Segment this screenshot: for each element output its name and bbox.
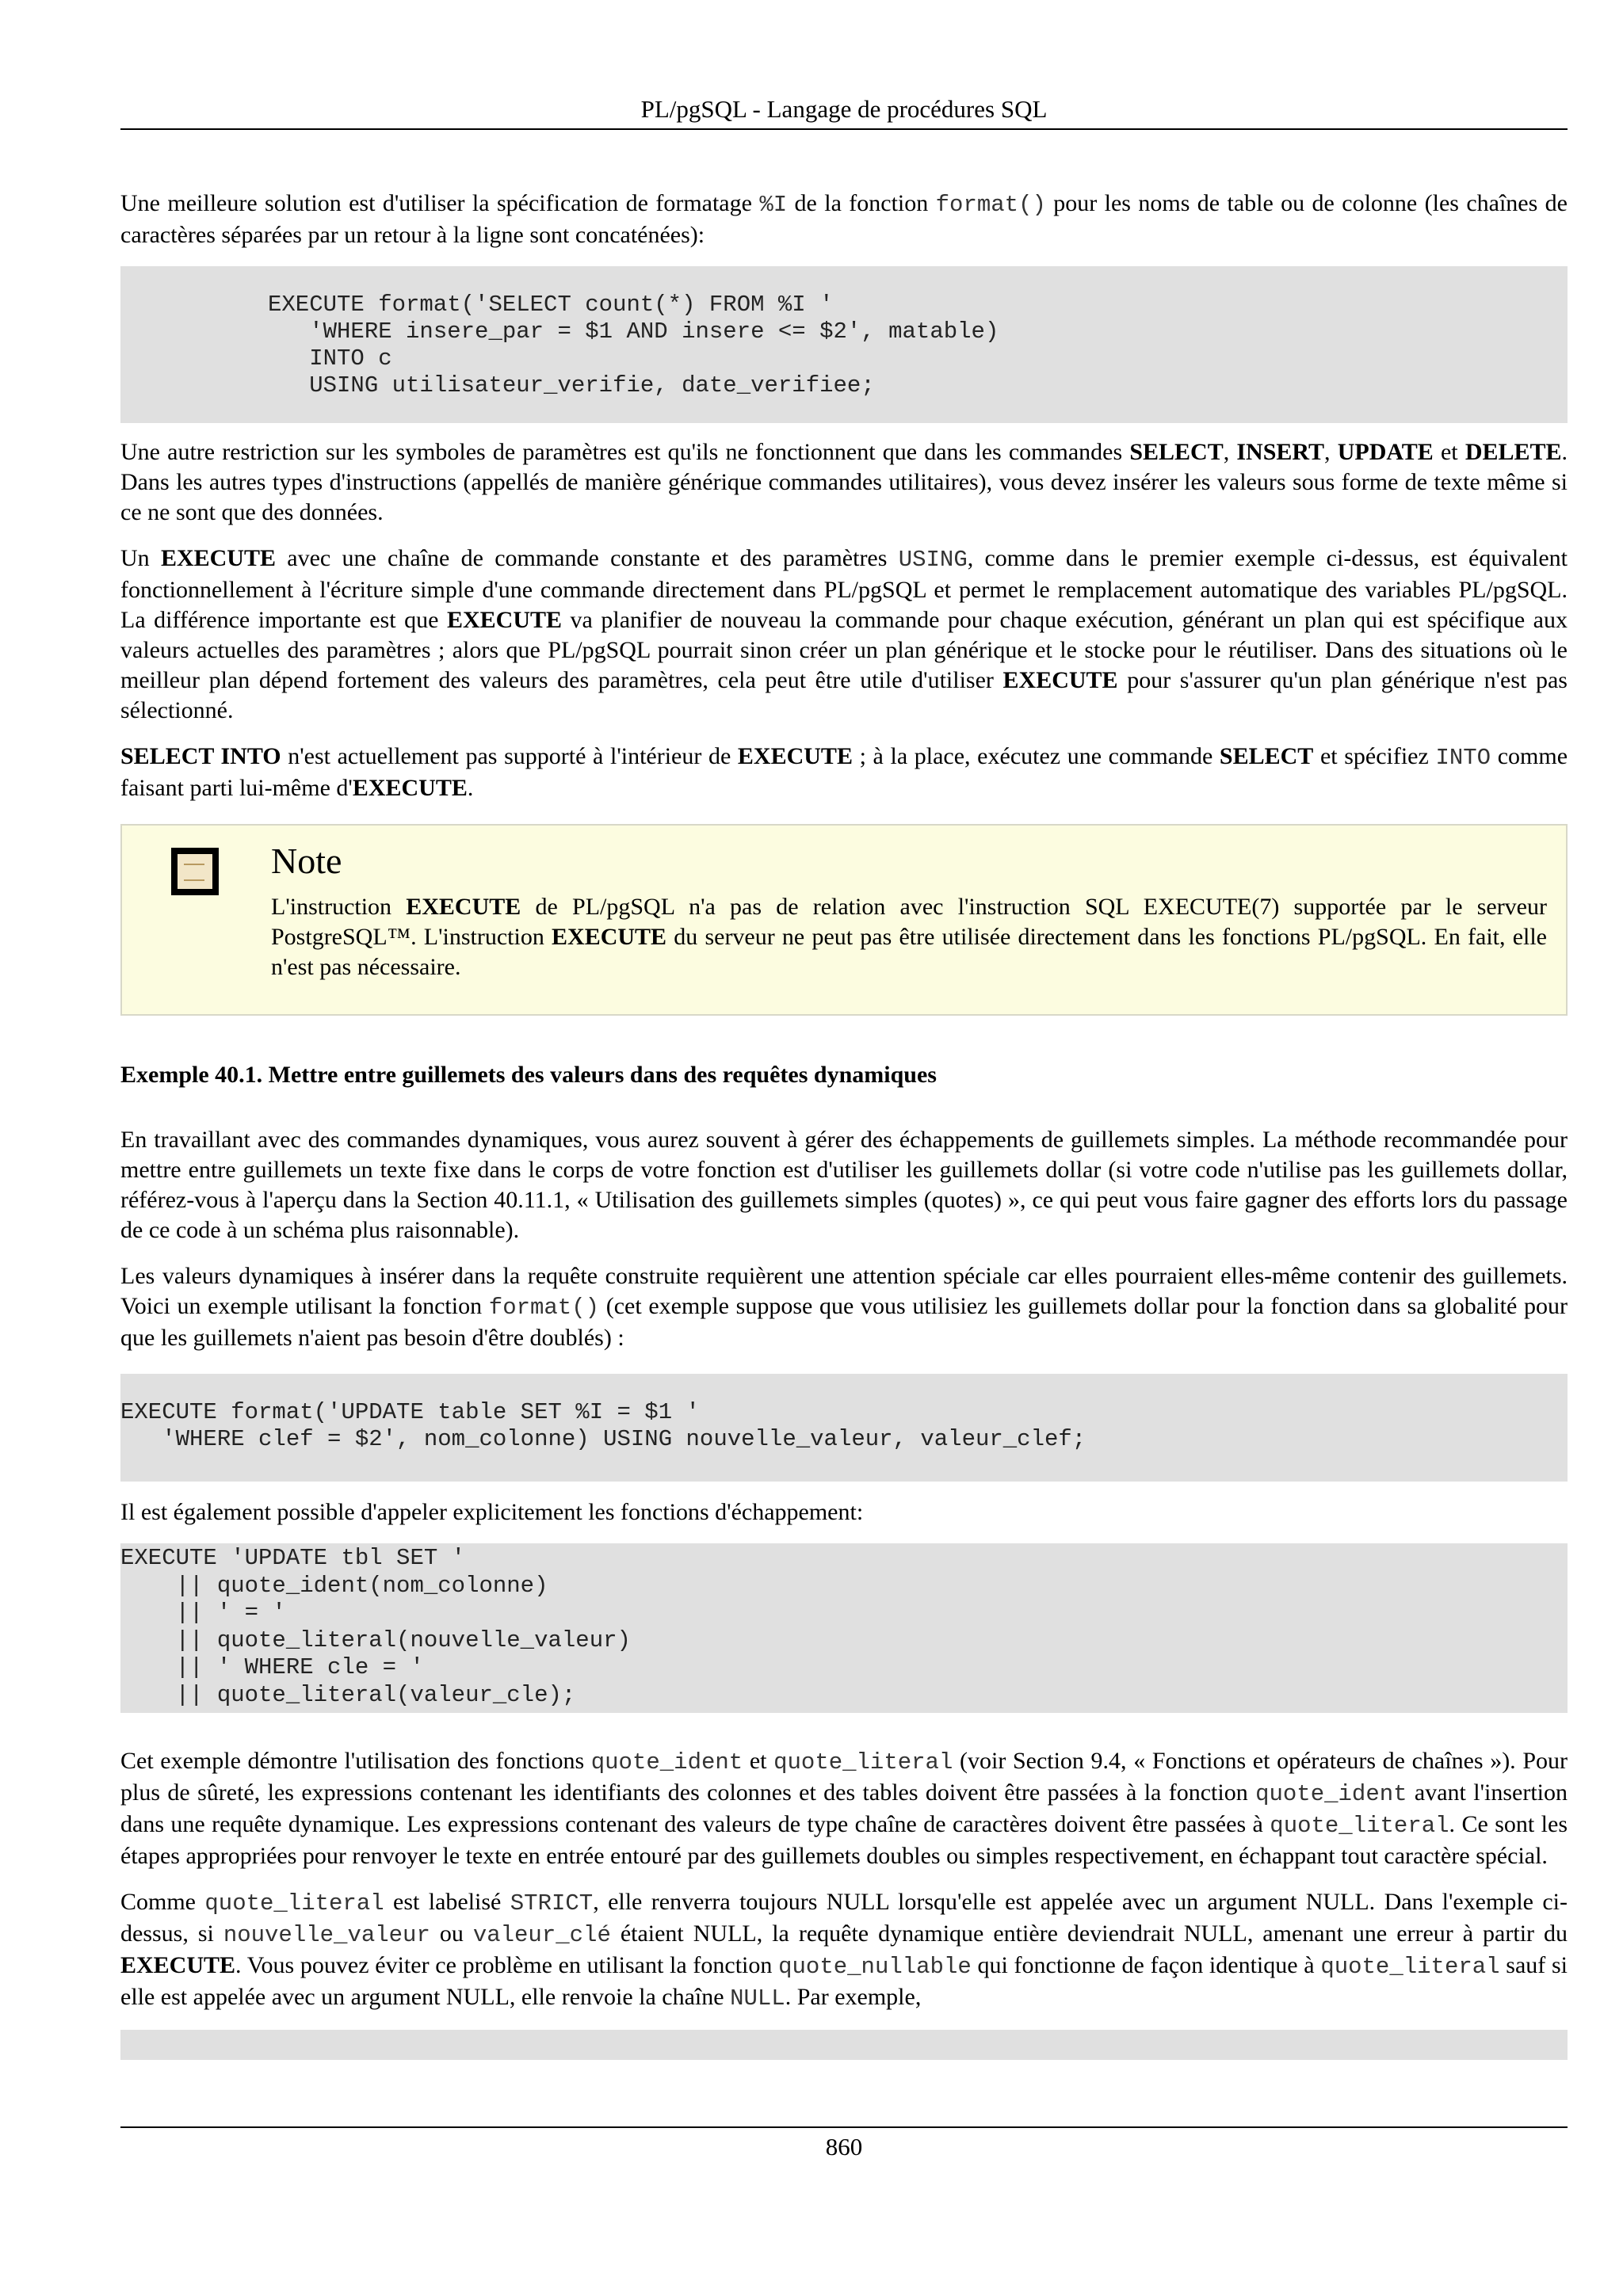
text: avant l'insertion dans une requête dynamique. Les expressions contenant des valeurs de type chaîne de caractères doivent être passées à (120, 1779, 1568, 1837)
paragraph-quote-functions (120, 1746, 1568, 1871)
text: , comme dans le premier exemple ci-dessus, est équivalent fonctionnellement à l'écriture simple d'une commande directement dans PL/pgSQL et permet le remplacement automatique des variables PL/pgSQL. La différence importante est que (120, 545, 1568, 633)
text: , elle renverra toujours NULL lorsqu'elle est appelée avec un argument NULL. Dans l'exemple ci-dessus, si (120, 1888, 1568, 1947)
example-title: Exemple 40.1. Mettre entre guillemets des valeurs dans des requêtes dynamiques (120, 1062, 937, 1088)
paragraph-dollar-quoting: En travaillant avec des commandes dynamiques, vous aurez souvent à gérer des échappements de guillemets simples. La méthode recommandée pour mettre entre guillemets un texte fixe dans le corps de votre fonction est d'utiliser les guillemets dollar (si votre code n'utilise pas les guillemets dollar, référez-vous à l'aperçu dans la Section 40.11.1, « Utilisation des guillemets simples (quotes) », ce qui peut vous faire gagner des efforts lors du passage de ce code à un schéma plus raisonnable). (120, 1127, 1568, 1243)
bold-keyword: EXECUTE (406, 894, 521, 920)
inline-code: valeur_clé (472, 1921, 611, 1948)
code-block-quote-functions: EXECUTE 'UPDATE tbl SET ' || quote_ident(nom_colonne) || ' = ' || quote_literal(nouvelle_valeur) || ' WHERE cle = ' || quote_literal(valeur_cle); (120, 1543, 1568, 1713)
bold-keyword: EXECUTE (1002, 667, 1118, 693)
text: (cet exemple suppose que vous utilisiez les guillemets dollar pour la fonction dans sa globalité pour que les guillemets n'aient pas besoin d'être doublés) : (120, 1293, 1568, 1351)
page-number: 860 (825, 2133, 863, 2161)
code-block-continued (120, 2030, 1568, 2060)
page-content (120, 189, 1568, 2060)
inline-code: quote_literal (773, 1749, 953, 1775)
text: sauf si elle est appelée avec un argument NULL, elle renvoie la chaîne (120, 1951, 1568, 2010)
text: Un (120, 545, 161, 571)
bold-keyword: INSERT (1236, 439, 1325, 465)
text: (voir Section 9.4, « Fonctions et opérateurs de chaînes »). Pour plus de sûreté, les expressions contenant les identifiants des colonnes et des tables doivent être passées à la fonction (120, 1747, 1568, 1806)
text: va planifier de nouveau la commande pour chaque exécution, générant un plan qui est spécifique aux valeurs actuelles des paramètres ; alors que PL/pgSQL pourrait sinon créer un plan générique et le stocke pour le réutiliser. Dans des situations où le meilleur plan dépend fortement des valeurs des paramètres, cela peut être utile d'utiliser (120, 607, 1568, 693)
note-title: Note (271, 841, 342, 881)
bold-keyword: EXECUTE (352, 775, 468, 801)
text: Les valeurs dynamiques à insérer dans la requête construite requièrent une attention spéciale car elles pourraient elles-même contenir des guillemets. Voici un exemple utilisant la fonction (120, 1263, 1568, 1319)
inline-code: STRICT (510, 1890, 594, 1917)
code-block-update-format: EXECUTE format('UPDATE table SET %I = $1 ' 'WHERE clef = $2', nom_colonne) USING nouvelle_valeur, valeur_clef; (120, 1374, 1568, 1482)
bold-keyword: UPDATE (1337, 439, 1434, 465)
text: , (1324, 439, 1338, 465)
text: avec une chaîne de commande constante et des paramètres (275, 545, 899, 571)
inline-code: quote_literal (204, 1890, 384, 1917)
text: . Par exemple, (785, 1983, 922, 2010)
text: pour s'assurer qu'un plan générique n'est pas sélectionné. (120, 667, 1568, 723)
bold-keyword: SELECT (1129, 439, 1224, 465)
inline-code: quote_literal (1270, 1812, 1449, 1839)
bold-keyword: EXECUTE (737, 743, 853, 769)
inline-code: quote_ident (1255, 1780, 1407, 1807)
inline-code: quote_nullable (778, 1953, 972, 1980)
paragraph-select-into (120, 742, 1568, 803)
inline-code: INTO (1435, 745, 1491, 771)
text: du serveur ne peut pas être utilisée directement dans les fonctions PL/pgSQL. En fait, elle n'est pas nécessaire. (271, 924, 1547, 980)
running-header: PL/pgSQL - Langage de procédures SQL (640, 95, 1048, 123)
inline-code: format() (488, 1295, 600, 1321)
header-rule (120, 128, 1568, 130)
bold-keyword: DELETE (1465, 439, 1562, 465)
text: Cet exemple démontre l'utilisation des fonctions (120, 1747, 591, 1774)
paragraph-format-solution (120, 189, 1568, 250)
text: de PL/pgSQL n'a pas de relation avec l'instruction SQL EXECUTE(7) supportée par le serveur PostgreSQL™. L'instruction (271, 894, 1547, 950)
text: ou (430, 1920, 473, 1947)
inline-code: quote_literal (1320, 1953, 1500, 1980)
text: étaient NULL, la requête dynamique entière deviendrait NULL, amenant une erreur à partir du (610, 1920, 1568, 1947)
text: de la fonction (787, 190, 936, 216)
text: est labelisé (384, 1888, 510, 1915)
bold-keyword: SELECT INTO (120, 743, 281, 769)
text: , (1223, 439, 1237, 465)
text: ; à la place, exécutez une commande (852, 743, 1220, 769)
text: Une meilleure solution est d'utiliser la spécification de formatage (120, 190, 760, 216)
text: et (743, 1747, 774, 1774)
paragraph-execute-planning (120, 543, 1568, 726)
inline-code: USING (898, 547, 968, 573)
note-text (271, 892, 1547, 982)
text: n'est actuellement pas supporté à l'intérieur de (281, 743, 738, 769)
inline-code: %I (759, 192, 788, 218)
text: et spécifiez (1313, 743, 1436, 769)
text: . Dans les autres types d'instructions (appellés de manière générique commandes utilitaires), vous devez insérer les valeurs sous forme de texte même si ce ne sont que des données. (120, 439, 1568, 525)
paragraph-explicit-escaping: Il est également possible d'appeler explicitement les fonctions d'échappement: (120, 1499, 864, 1525)
footer-rule (120, 2126, 1568, 2128)
inline-code: format() (935, 192, 1046, 218)
paragraph-quote-nullable (120, 1887, 1568, 2014)
text: pour les noms de table ou de colonne (les chaînes de caractères séparées par un retour à la ligne sont concaténées): (120, 190, 1568, 248)
text: Comme (120, 1888, 205, 1915)
text: comme faisant parti lui-même d' (120, 743, 1568, 801)
inline-code: nouvelle_valeur (223, 1921, 430, 1948)
text: . Vous pouvez éviter ce problème en utilisant la fonction (235, 1951, 779, 1978)
paragraph-dynamic-values (120, 1261, 1568, 1353)
bold-keyword: EXECUTE (446, 607, 563, 633)
inline-code: quote_ident (590, 1749, 743, 1775)
bold-keyword: EXECUTE (552, 924, 667, 950)
bold-keyword: EXECUTE (160, 545, 276, 571)
text: L'instruction (271, 894, 407, 920)
paragraph-parameter-restriction (120, 437, 1568, 528)
inline-code: NULL (730, 1985, 785, 2012)
note-icon (171, 848, 219, 895)
bold-keyword: EXECUTE (120, 1951, 236, 1978)
code-block-format-example: EXECUTE format('SELECT count(*) FROM %I ' 'WHERE insere_par = $1 AND insere <= $2', matable) INTO c USING utilisateur_verifie, date_verifiee; (120, 266, 1568, 423)
text: qui fonctionne de façon identique à (971, 1951, 1321, 1978)
bold-keyword: SELECT (1219, 743, 1314, 769)
note-box (120, 824, 1568, 1016)
text: et (1433, 439, 1465, 465)
text: . (467, 775, 474, 801)
text: Une autre restriction sur les symboles de paramètres est qu'ils ne fonctionnent que dans les commandes (120, 439, 1130, 465)
text: . Ce sont les étapes appropriées pour renvoyer le texte en entrée entouré par des guillemets doubles ou simples respectivement, en échappant tout caractère spécial. (120, 1810, 1568, 1869)
